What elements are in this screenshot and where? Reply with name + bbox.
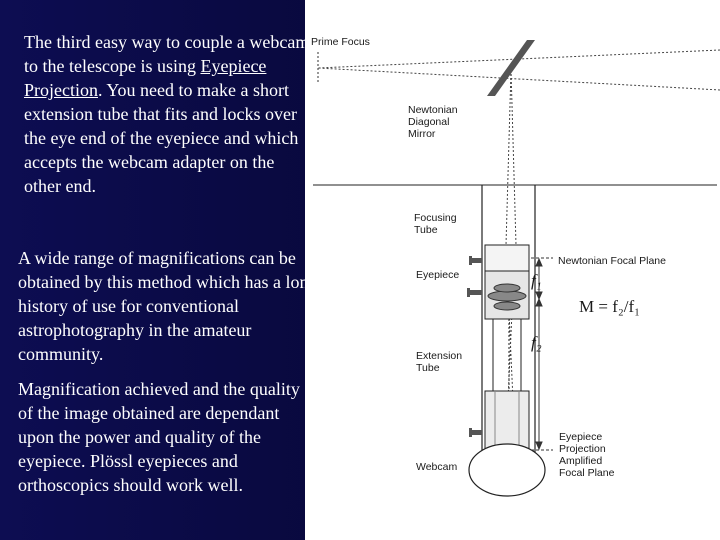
intro-text-end: . You need to make a short extension tube that fits and locks over the eye end of the eyepiece and which accepts the webcam adapter on the other end. bbox=[24, 80, 299, 196]
eyepiece-projection-link[interactable]: Eyepiece Projection bbox=[24, 56, 267, 100]
projection-plane-label: Eyepiece Projection Amplified Focal Plane bbox=[559, 431, 615, 479]
webcam-label: Webcam bbox=[416, 461, 458, 473]
eyepiece-label: Eyepiece bbox=[416, 269, 460, 281]
intro-text-start: The third easy way to couple a webcam to the telescope is using bbox=[24, 32, 310, 76]
telescope-diagram bbox=[305, 0, 720, 540]
eyepiece-assembly bbox=[485, 245, 529, 391]
newtonian-focal-plane-label: Newtonian Focal Plane bbox=[558, 255, 666, 267]
quality-paragraph: Magnification achieved and the quality of the image obtained are dependant upon the power and quality of the eyepiece. Plössl eyepieces and orthoscopics should work well. bbox=[18, 379, 300, 495]
f1-label: f₁ bbox=[531, 271, 542, 290]
eyepiece-lenses bbox=[488, 284, 526, 310]
thumbscrews bbox=[467, 256, 482, 437]
prime-focus-label: Prime Focus bbox=[311, 36, 370, 48]
magnification-equation: M = f₂/f₁ bbox=[579, 297, 641, 316]
diagonal-mirror bbox=[487, 40, 535, 96]
f2-label: f₂ bbox=[531, 333, 542, 352]
focusing-tube-label: Focusing Tube bbox=[414, 212, 457, 236]
webcam-body bbox=[469, 444, 545, 496]
intro-paragraph bbox=[24, 30, 310, 198]
webcam-adapter bbox=[485, 391, 529, 451]
newtonian-mirror-label: Newtonian Diagonal Mirror bbox=[408, 104, 458, 140]
light-rays bbox=[318, 50, 720, 400]
magnification-paragraph: A wide range of magnifications can be obtained by this method which has a long history of use for conventional astrophotography in the amateur community. bbox=[18, 248, 318, 364]
extension-tube-label: Extension Tube bbox=[416, 350, 463, 374]
